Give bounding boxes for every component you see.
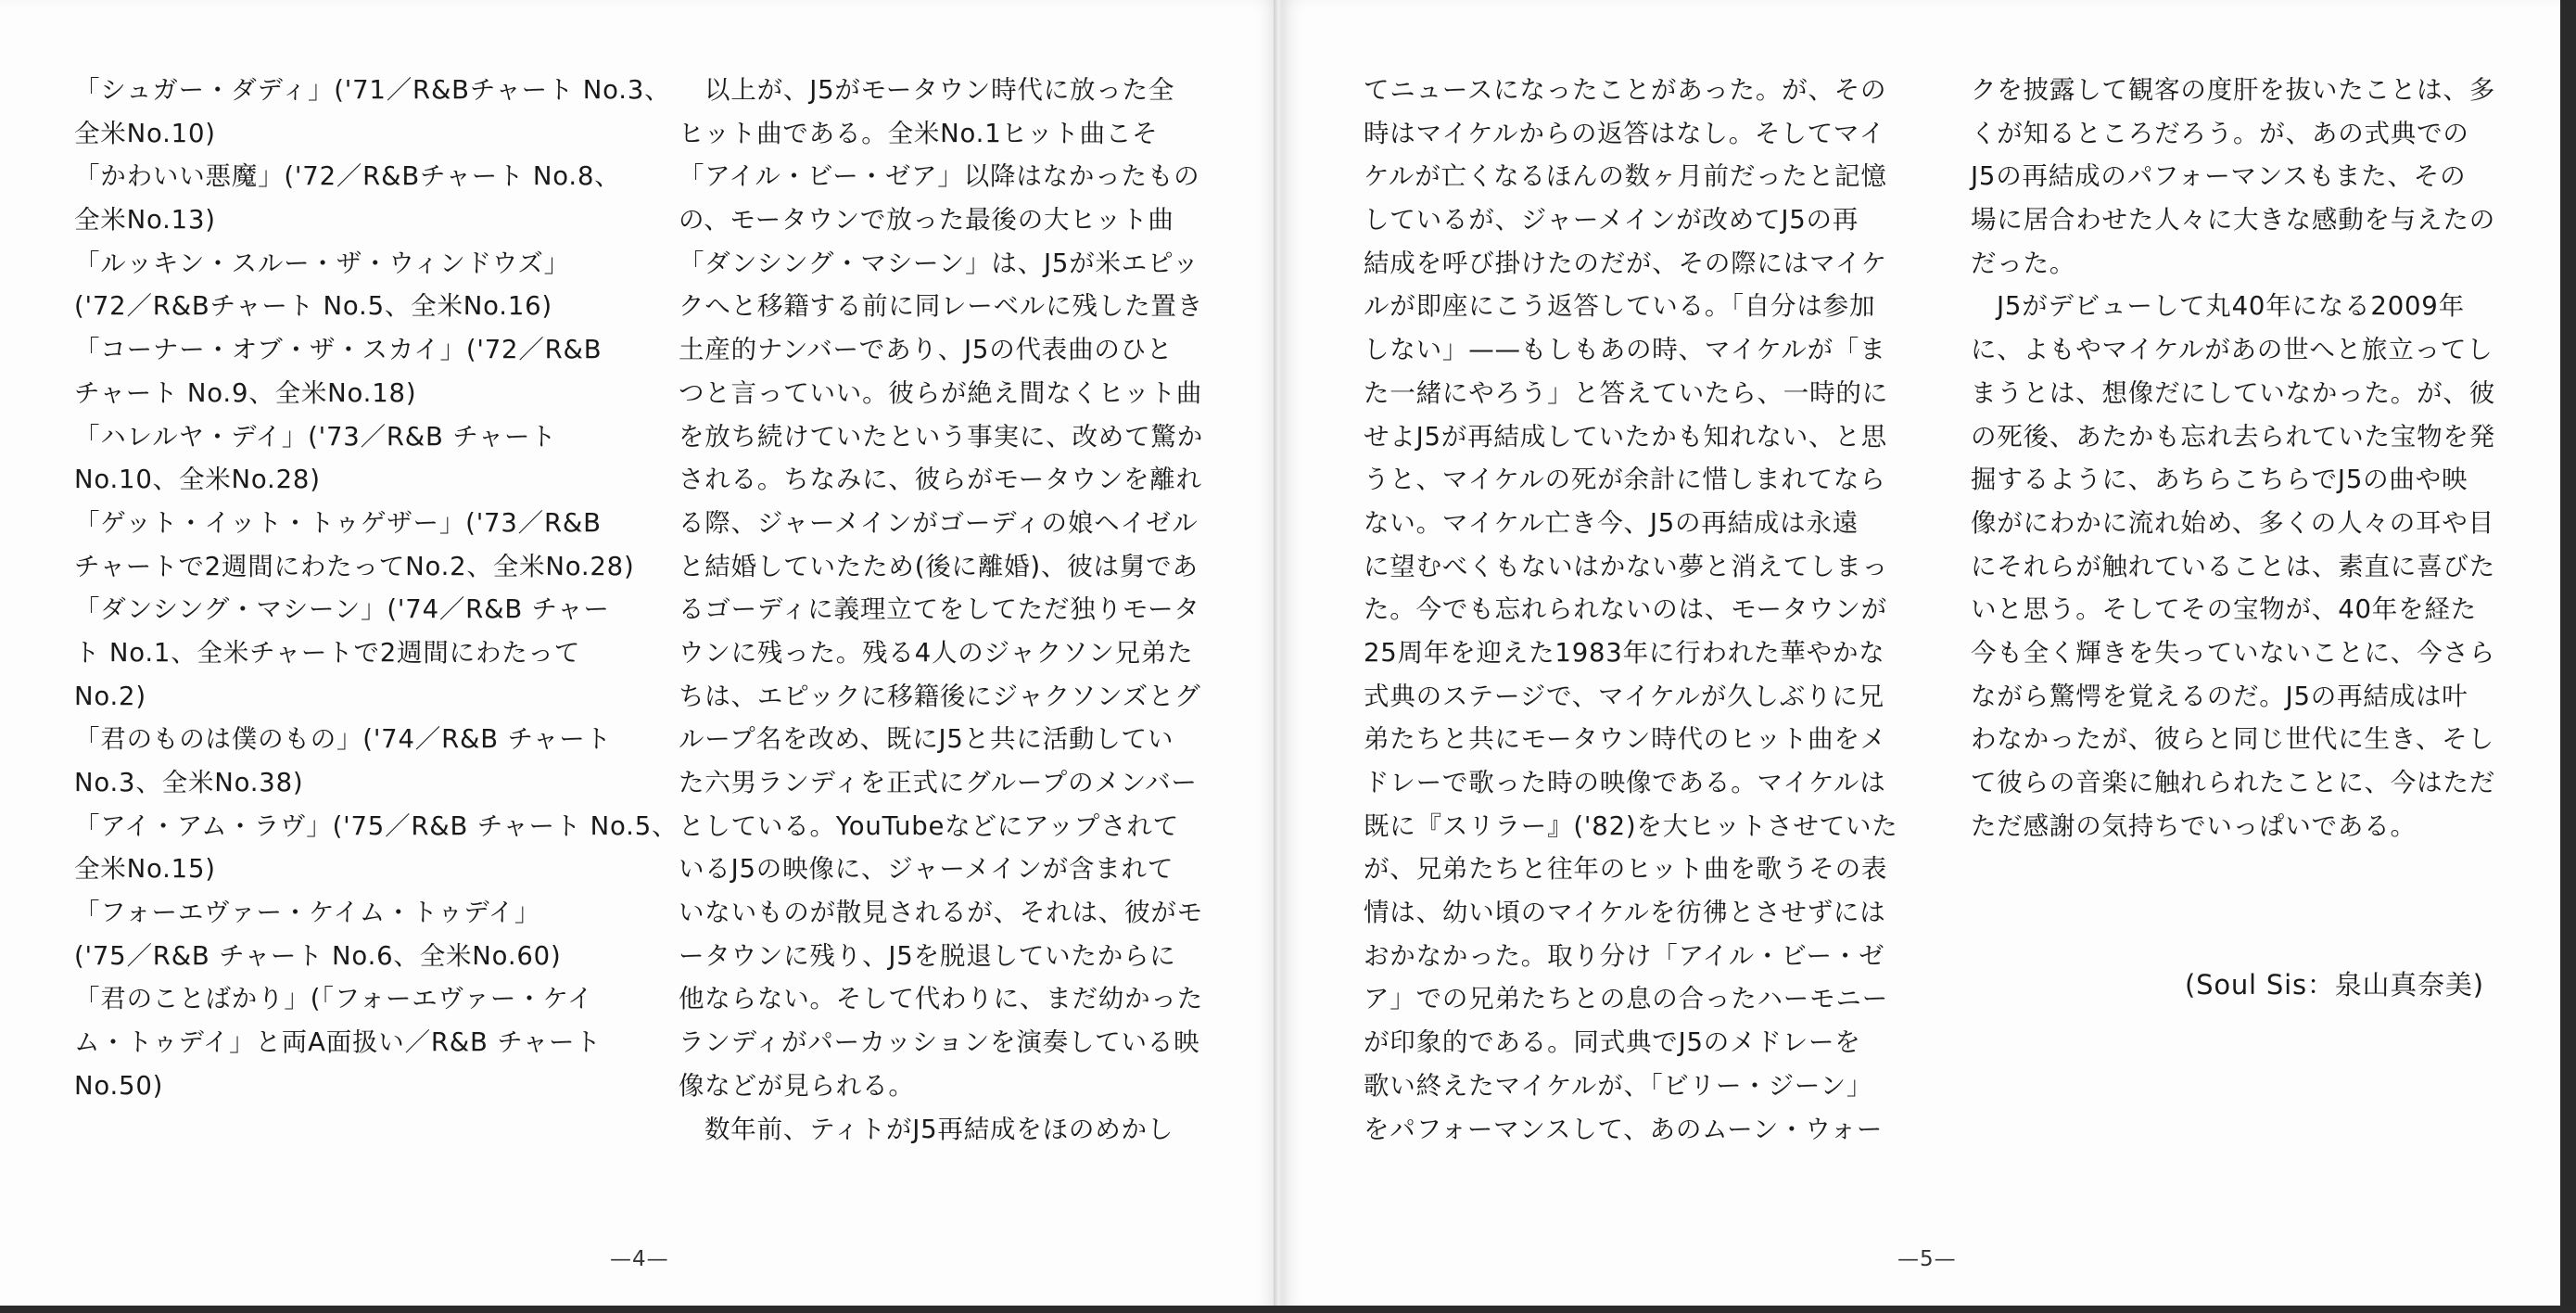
- text-line: 「コーナー・オブ・ザ・スカイ」('72／R&B: [74, 335, 603, 365]
- text-line: 「君のことばかり」(「フォーエヴァー・ケイ: [74, 984, 594, 1014]
- page-number: —5—: [1897, 1247, 1957, 1271]
- text-line: 全米No.15): [74, 854, 216, 885]
- text-line: No.3、全米No.38): [74, 768, 304, 797]
- text-line: 全米No.13): [74, 205, 216, 236]
- text-line: 「アイ・アム・ラヴ」('75／R&B チャート No.5、: [74, 810, 679, 841]
- text-line: 場に居合わせた人々に大きな感動を与えたの: [1971, 205, 2495, 236]
- text-line: J5の再結成のパフォーマンスもまた、その: [1971, 161, 2467, 192]
- text-line: 以上が、J5がモータウン時代に放った全: [704, 75, 1175, 105]
- text-line: ドレーで歌った時の映像である。マイケルは: [1364, 768, 1886, 797]
- text-line: ながら驚愕を覚えるのだ。J5の再結成は叶: [1971, 681, 2468, 711]
- column-3: [1364, 69, 1898, 1151]
- text-line: No.50): [74, 1070, 164, 1101]
- text-line: 「ハレルヤ・デイ」('73／R&B チャート: [74, 421, 557, 452]
- text-line: ('72／R&Bチャート No.5、全米No.16): [74, 291, 552, 322]
- text-line: いと思う。そしてその宝物が、40年を経た: [1971, 594, 2477, 625]
- text-line: ータウンに残り、J5を脱退していたからに: [679, 940, 1176, 971]
- text-line: 像がにわかに流れ始め、多くの人々の耳や目: [1971, 507, 2494, 538]
- text-line: いないものが散見されるが、それは、彼がモ: [679, 898, 1203, 928]
- text-line: だった。: [1971, 248, 2076, 278]
- text-line: いるJ5の映像に、ジャーメインが含まれて: [679, 854, 1174, 885]
- text-line: 「ダンシング・マシーン」は、J5が米エピッ: [679, 248, 1199, 278]
- text-line: わなかったが、彼らと同じ世代に生き、そし: [1971, 724, 2494, 755]
- text-line: ム・トゥデイ」と両A面扱い／R&B チャート: [74, 1027, 602, 1058]
- text-line: 「ゲット・イット・トゥゲザー」('73／R&B: [74, 507, 602, 538]
- text-line: をパフォーマンスして、あのムーン・ウォー: [1364, 1114, 1884, 1144]
- text-line: る際、ジャーメインがゴーディの娘ヘイゼル: [679, 507, 1199, 538]
- column-2: [679, 69, 1203, 1151]
- text-line: 結成を呼び掛けたのだが、その際にはマイケ: [1364, 248, 1887, 278]
- text-line: を放ち続けていたという事実に、改めて驚か: [679, 421, 1203, 452]
- text-line: ない。マイケル亡き今、J5の再結成は永遠: [1364, 507, 1859, 538]
- text-line: まうとは、想像だにしていなかった。が、彼: [1971, 377, 2495, 408]
- text-line: 土産的ナンバーであり、J5の代表曲のひと: [679, 335, 1174, 365]
- text-line: ウンに残った。残る4人のジャクソン兄弟た: [679, 637, 1194, 668]
- text-line: ループ名を改め、既にJ5と共に活動してい: [679, 724, 1174, 755]
- text-line: 全米No.10): [74, 118, 216, 148]
- scan-edge: [2560, 0, 2576, 1313]
- text-line: つと言っていい。彼らが絶え間なくヒット曲: [679, 377, 1203, 408]
- text-line: が、兄弟たちと往年のヒット曲を歌うその表: [1364, 854, 1888, 885]
- text-line: 時はマイケルからの返答はなし。そしてマイ: [1364, 118, 1885, 148]
- text-line: た一緒にやろう」と答えていたら、一時的に: [1364, 377, 1888, 408]
- page-number: —4—: [610, 1247, 669, 1271]
- text-line: 歌い終えたマイケルが、「ビリー・ジーン」: [1364, 1070, 1873, 1101]
- text-line: るゴーディに義理立てをしてただ独りモータ: [679, 594, 1200, 625]
- text-line: が印象的である。同式典でJ5のメドレーを: [1364, 1027, 1861, 1058]
- text-line: おかなかった。取り分け「アイル・ビー・ゼ: [1364, 940, 1885, 971]
- text-line: No.2): [74, 681, 146, 711]
- text-line: No.10、全米No.28): [74, 465, 321, 495]
- text-line: に望むべくもないはかない夢と消えてしまっ: [1364, 551, 1888, 581]
- text-line: にそれらが触れていることは、素直に喜びた: [1971, 551, 2495, 581]
- text-line: の、モータウンで放った最後の大ヒット曲: [679, 205, 1174, 236]
- text-line: 「シュガー・ダディ」('71／R&Bチャート No.3、: [74, 75, 671, 105]
- text-line: しない」——もしもあの時、マイケルが「ま: [1364, 335, 1886, 365]
- text-line: うと、マイケルの死が余計に惜しまれてなら: [1364, 465, 1886, 495]
- text-line: 「かわいい悪魔」('72／R&Bチャート No.8、: [74, 161, 621, 192]
- column-1: [74, 69, 678, 1108]
- text-line: 像などが見られる。: [679, 1070, 915, 1101]
- text-line: ヒット曲である。全米No.1ヒット曲こそ: [679, 118, 1159, 148]
- text-line: される。ちなみに、彼らがモータウンを離れ: [679, 465, 1202, 495]
- text-line: 情は、幼い頃のマイケルを彷彿とさせずには: [1364, 898, 1886, 928]
- text-line: 「君のものは僕のもの」('74／R&B チャート: [74, 724, 612, 755]
- text-line: 「ルッキン・スルー・ザ・ウィンドウズ」: [74, 248, 570, 278]
- text-line: クを披露して観客の度肝を抜いたことは、多: [1971, 75, 2495, 105]
- text-line: 掘するように、あちらこちらでJ5の曲や映: [1971, 465, 2468, 495]
- text-line: 「フォーエヴァー・ケイム・トゥデイ」: [74, 898, 541, 928]
- text-line: 25周年を迎えた1983年に行われた華やかな: [1364, 637, 1885, 668]
- text-line: くが知るところだろう。が、あの式典での: [1971, 118, 2469, 148]
- author-credit: (Soul Sis：泉山真奈美): [2185, 969, 2484, 1001]
- text-line: に、よもやマイケルがあの世へと旅立ってし: [1971, 335, 2494, 365]
- text-line: 「アイル・ビー・ゼア」以降はなかったもの: [679, 161, 1200, 192]
- text-line: と結婚していたため(後に離婚)、彼は舅であ: [679, 551, 1199, 581]
- text-line: チャートで2週間にわたってNo.2、全米No.28): [74, 551, 635, 581]
- text-line: ルが即座にこう返答している。「自分は参加: [1364, 291, 1876, 322]
- text-line: しているが、ジャーメインが改めてJ5の再: [1364, 205, 1859, 236]
- column-4: [1971, 69, 2495, 848]
- text-line: た。今でも忘れられないのは、モータウンが: [1364, 594, 1887, 625]
- text-line: ただ感謝の気持ちでいっぱいである。: [1971, 810, 2417, 841]
- text-line: 「ダンシング・マシーン」('74／R&B チャー: [74, 594, 610, 625]
- text-line: ア」での兄弟たちとの息の合ったハーモニー: [1364, 984, 1888, 1014]
- text-line: ケルが亡くなるほんの数ヶ月前だったと記憶: [1364, 161, 1887, 192]
- text-line: 弟たちと共にモータウン時代のヒット曲をメ: [1364, 724, 1887, 755]
- text-line: てニュースになったことがあった。が、その: [1364, 75, 1887, 105]
- page-left: [0, 0, 1277, 1313]
- text-line: 他ならない。そして代わりに、まだ幼かった: [679, 984, 1203, 1014]
- text-line: クへと移籍する前に同レーベルに残した置き: [679, 291, 1203, 322]
- text-line: ちは、エピックに移籍後にジャクソンズとグ: [679, 681, 1201, 711]
- text-line: チャート No.9、全米No.18): [74, 377, 417, 408]
- text-line: 式典のステージで、マイケルが久しぶりに兄: [1364, 681, 1884, 711]
- text-line: としている。YouTubeなどにアップされて: [679, 810, 1179, 841]
- text-line: ('75／R&B チャート No.6、全米No.60): [74, 940, 562, 971]
- text-line: ランディがパーカッションを演奏している映: [679, 1027, 1200, 1058]
- text-line: て彼らの音楽に触れられたことに、今はただ: [1971, 768, 2495, 797]
- text-line: せよJ5が再結成していたかも知れない、と思: [1364, 421, 1887, 452]
- text-line: 数年前、ティトがJ5再結成をほのめかし: [704, 1114, 1174, 1144]
- text-line: た六男ランディを正式にグループのメンバー: [679, 768, 1198, 797]
- text-line: 今も全く輝きを失っていないことに、今さら: [1971, 637, 2495, 668]
- text-line: の死後、あたかも忘れ去られていた宝物を発: [1971, 421, 2495, 452]
- text-line: 既に『スリラー』('82)を大ヒットさせていた: [1364, 810, 1898, 841]
- text-line: ト No.1、全米チャートで2週間にわたって: [74, 637, 581, 668]
- scan-bottom-edge: [0, 1306, 2576, 1313]
- text-line: J5がデビューして丸40年になる2009年: [1997, 291, 2465, 322]
